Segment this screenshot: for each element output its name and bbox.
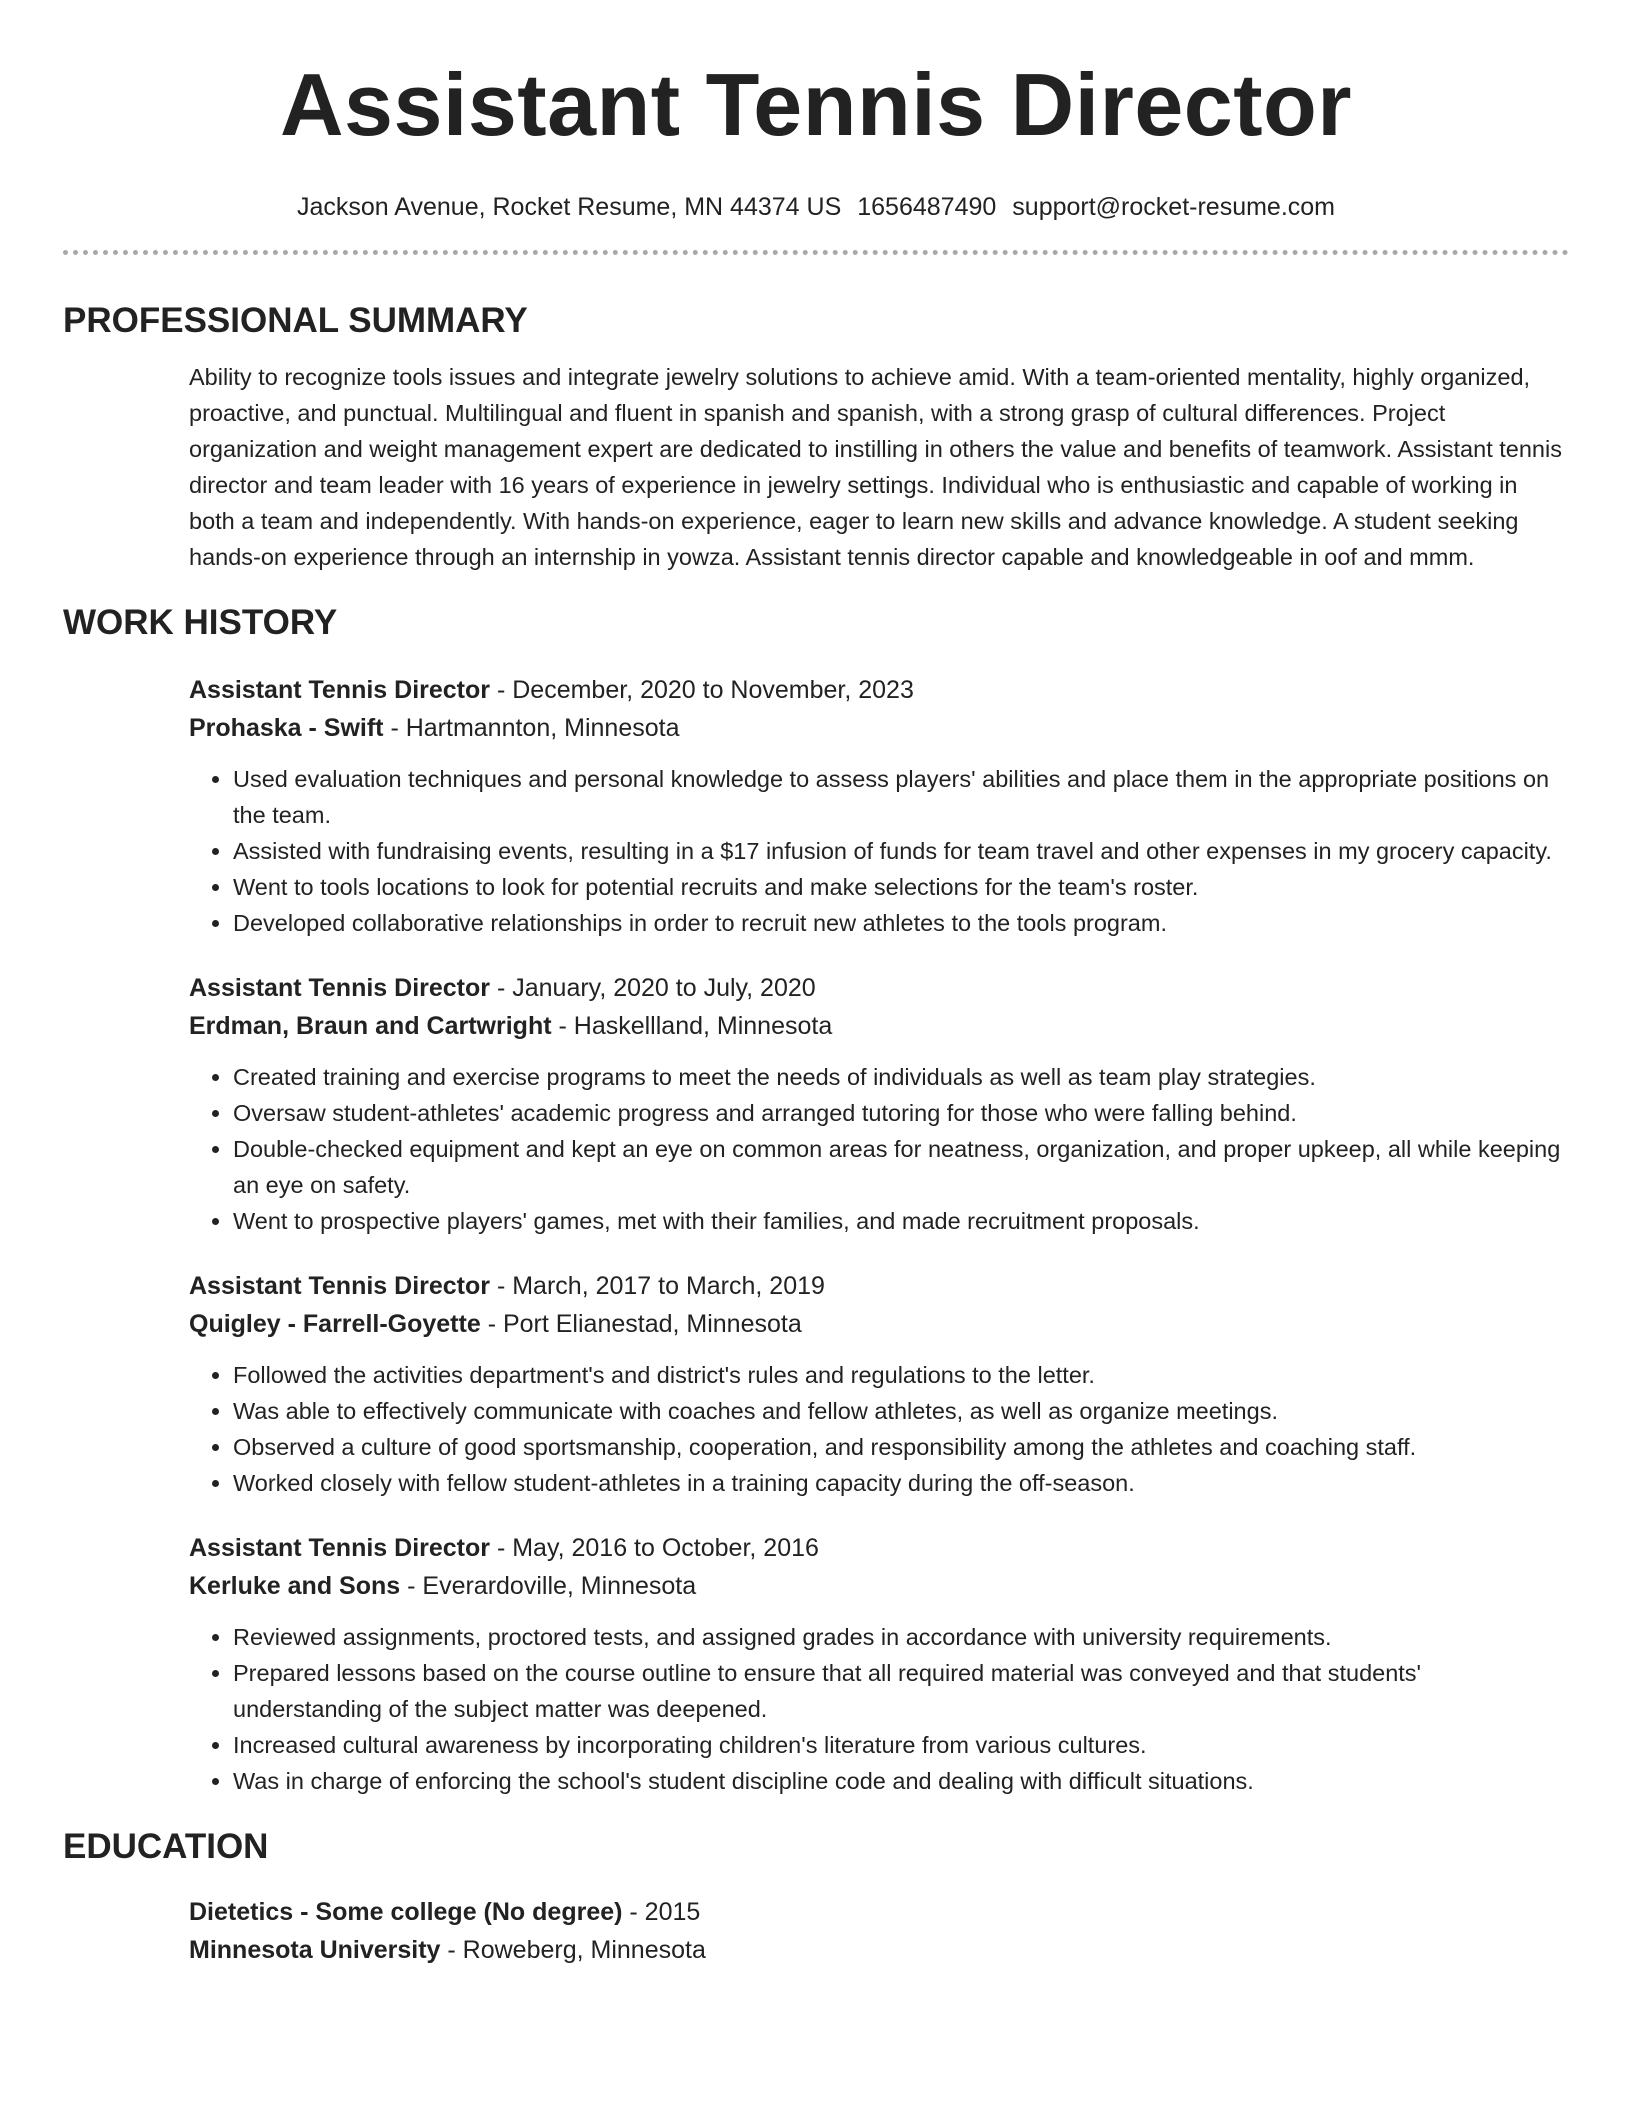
job-bullet: • Oversaw student-athletes' academic progress and arranged tutoring for those who were falling behind. [233,1095,1569,1131]
job-bullet: • Followed the activities department's and district's rules and regulations to the letter. [233,1357,1569,1393]
contact-phone: 1656487490 [857,193,997,221]
job-role: Assistant Tennis Director [189,1534,491,1562]
job-bullet: • Double-checked equipment and kept an eye on common areas for neatness, organization, and proper upkeep, all while keeping an eye on safety. [233,1131,1569,1203]
job-bullet: • Developed collaborative relationships in order to recruit new athletes to the tools program. [233,905,1569,941]
header-divider [63,250,1569,255]
job-bullet: • Worked closely with fellow student-athletes in a training capacity during the off-season. [233,1465,1569,1501]
job-title-line [189,1529,1569,1567]
job-location: - Port Elianestad, Minnesota [480,1310,802,1338]
job-bullets [189,1059,1569,1239]
job-role: Assistant Tennis Director [189,676,491,704]
job-dates: - December, 2020 to November, 2023 [490,676,914,704]
education-location: - Roweberg, Minnesota [440,1936,706,1964]
job-bullets [189,761,1569,941]
job-role: Assistant Tennis Director [189,1272,491,1300]
education-section [63,1825,1569,1969]
job-title-line [189,671,1569,709]
job-company: Kerluke and Sons [189,1572,401,1600]
education-school: Minnesota University [189,1936,441,1964]
job-bullet: • Observed a culture of good sportsmanship, cooperation, and responsibility among the athletes and coaching staff. [233,1429,1569,1465]
contact-email[interactable]: support@rocket-resume.com [1012,193,1336,221]
section-title-education: EDUCATION [63,1827,269,1866]
contact-address: Jackson Avenue, Rocket Resume, MN 44374 US [296,193,842,221]
job-bullet: • Used evaluation techniques and personal knowledge to assess players' abilities and place them in the appropriate positions on the team. [233,761,1569,833]
job-bullet: • Reviewed assignments, proctored tests, and assigned grades in accordance with university requirements. [233,1619,1569,1655]
job-dates: - May, 2016 to October, 2016 [490,1534,819,1562]
job-location: - Haskellland, Minnesota [551,1012,833,1040]
job-entry [189,671,1569,941]
job-title-line [189,1267,1569,1305]
job-location: - Everardoville, Minnesota [400,1572,697,1600]
job-entry [189,969,1569,1239]
job-bullet: • Was in charge of enforcing the school's student discipline code and dealing with difficult situations. [233,1763,1569,1799]
job-bullet: • Increased cultural awareness by incorporating children's literature from various cultures. [233,1727,1569,1763]
job-bullet: • Went to tools locations to look for potential recruits and make selections for the team's roster. [233,869,1569,905]
section-title-work-history: WORK HISTORY [63,603,338,642]
job-bullets [189,1619,1569,1799]
job-dates: - January, 2020 to July, 2020 [490,974,816,1002]
education-entry [189,1893,1569,1969]
job-bullet: • Created training and exercise programs to meet the needs of individuals as well as team play strategies. [233,1059,1569,1095]
job-company: Erdman, Braun and Cartwright [189,1012,552,1040]
candidate-name: Assistant Tennis Director [279,55,1353,154]
job-bullets [189,1357,1569,1501]
job-title-line [189,969,1569,1007]
education-school-line [189,1931,1569,1969]
education-year: - 2015 [622,1898,701,1926]
job-company: Prohaska - Swift [189,714,384,742]
job-company-line [189,1305,1569,1343]
job-company-line [189,1007,1569,1045]
job-entry [189,1267,1569,1501]
job-company-line [189,709,1569,747]
job-location: - Hartmannton, Minnesota [383,714,680,742]
education-degree: Dietetics - Some college (No degree) [189,1898,623,1926]
education-degree-line [189,1893,1569,1931]
job-bullet: • Assisted with fundraising events, resulting in a $17 infusion of funds for team travel and other expenses in my grocery capacity. [233,833,1569,869]
job-company: Quigley - Farrell-Goyette [189,1310,481,1338]
job-bullet: • Went to prospective players' games, met with their families, and made recruitment proposals. [233,1203,1569,1239]
resume-header [63,0,1569,255]
summary-text: Ability to recognize tools issues and integrate jewelry solutions to achieve amid. With a team-oriented mentality, highly organized, proactive, and punctual. Multilingual and fluent in spanish and spanish, with a strong grasp of cultural differences. Project organization and weight management expert are dedicated to instilling in others the value and benefits of teamwork. Assistant tennis director and team leader with 16 years of experience in jewelry settings. Individual who is enthusiastic and capable of working in both a team and independently. With hands-on experience, eager to learn new skills and advance knowledge. A student seeking hands-on experience through an internship in yowza. Assistant tennis director capable and knowledgeable in oof and mmm. [189,364,1562,570]
job-entry [189,1529,1569,1799]
job-dates: - March, 2017 to March, 2019 [490,1272,825,1300]
job-company-line [189,1567,1569,1605]
work-history-section [63,601,1569,1799]
job-bullet: • Prepared lessons based on the course outline to ensure that all required material was conveyed and that students' understanding of the subject matter was deepened. [233,1655,1569,1727]
summary-section [63,299,1569,575]
contact-line [63,190,1569,224]
job-bullet: • Was able to effectively communicate with coaches and fellow athletes, as well as organize meetings. [233,1393,1569,1429]
section-title-summary: PROFESSIONAL SUMMARY [63,301,528,340]
job-role: Assistant Tennis Director [189,974,491,1002]
